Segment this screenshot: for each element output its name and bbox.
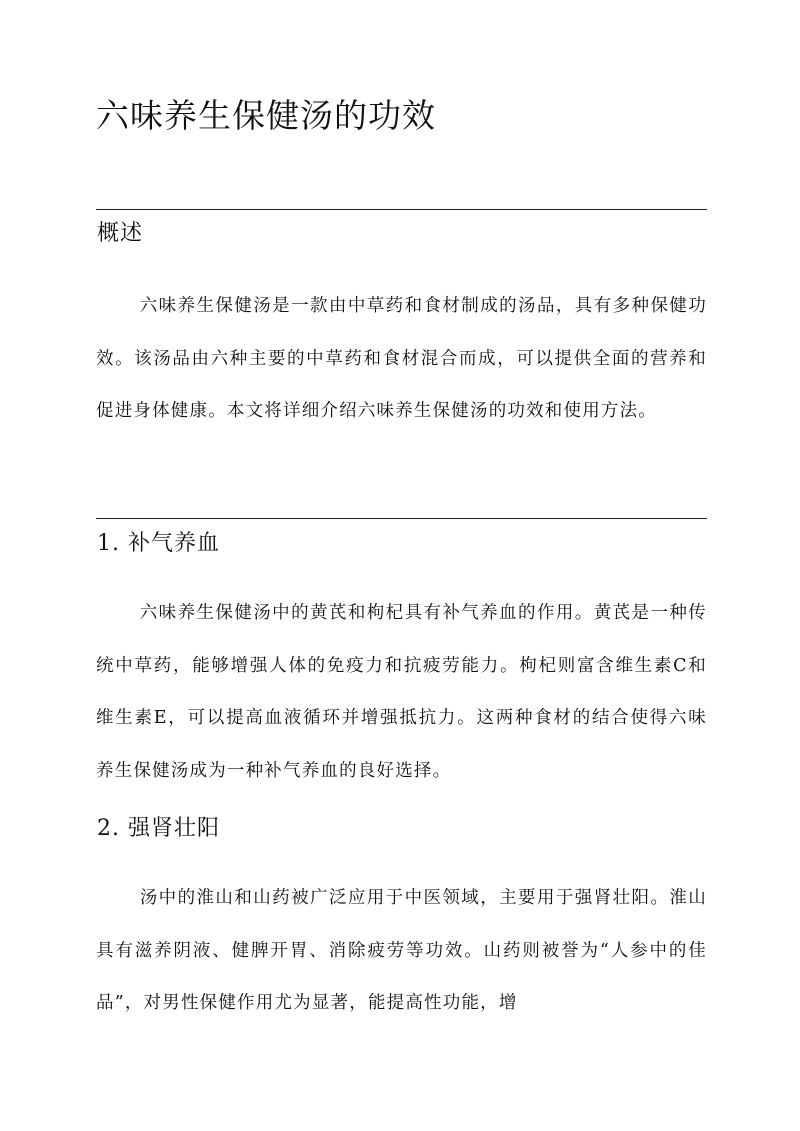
section-divider (96, 209, 707, 210)
section-heading-qi-blood: 1. 补气养血 (97, 531, 220, 556)
section-paragraph-kidney: 汤中的淮山和山药被广泛应用于中医领域，主要用于强肾壮阳。淮山具有滋养阴液、健脾开胃、消除疲劳等功效。山药则被誉为“人参中的佳品”，对男性保健作用尤为显著，能提高性功能，增 (96, 888, 707, 1013)
document-title: 六味养生保健汤的功效 (96, 96, 436, 135)
section-heading-kidney: 2. 强肾壮阳 (97, 816, 220, 841)
section-heading-overview: 概述 (97, 221, 144, 246)
section-paragraph-qi-blood: 六味养生保健汤中的黄芪和枸杞具有补气养血的作用。黄芪是一种传统中草药，能够增强人体的免疫力和抗疲劳能力。枸杞则富含维生素C和维生素E，可以提高血液循环并增强抵抗力。这两种食材的结合使得六味养生保健汤成为一种补气养血的良好选择。 (96, 603, 707, 781)
section-paragraph-overview: 六味养生保健汤是一款由中草药和食材制成的汤品，具有多种保健功效。该汤品由六种主要的中草药和食材混合而成，可以提供全面的营养和促进身体健康。本文将详细介绍六味养生保健汤的功效和使用方法。 (96, 296, 707, 421)
section-divider (96, 518, 707, 519)
